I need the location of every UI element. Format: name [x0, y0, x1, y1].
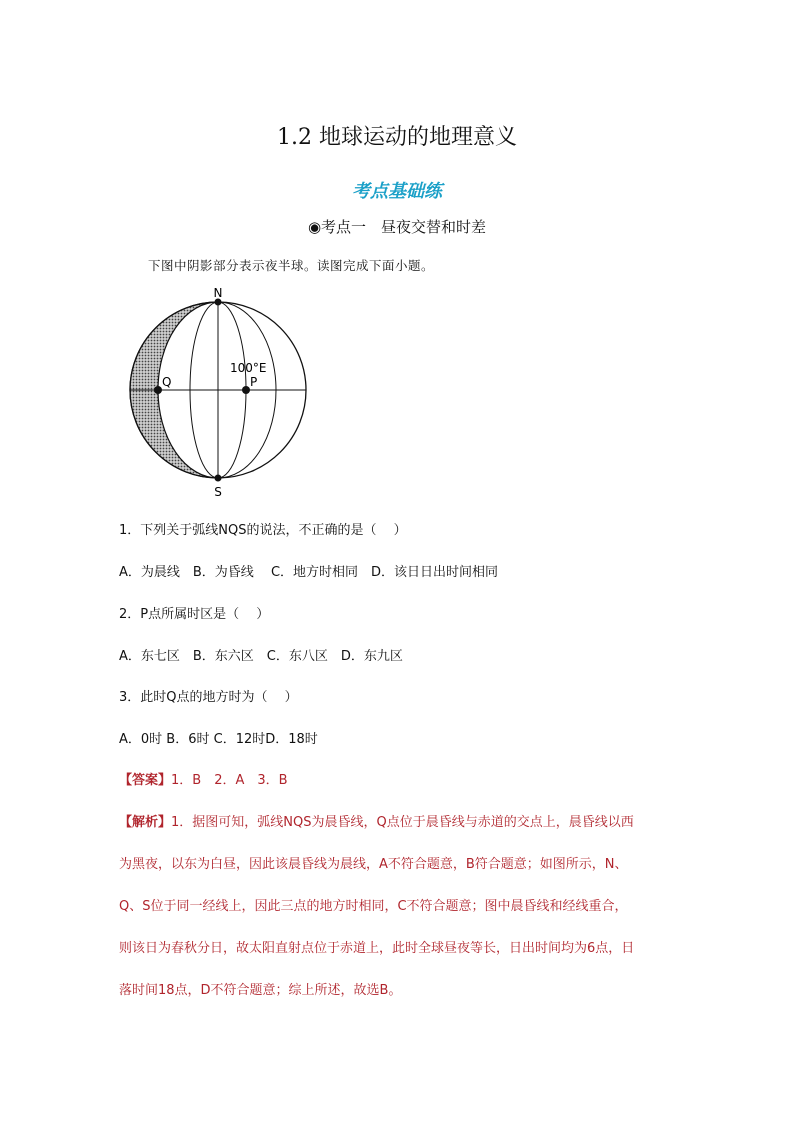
analysis-line: 落时间18点，D不符合题意；综上所述，故选B。	[119, 983, 402, 998]
question-2-stem: 2．P点所属时区是（ ）	[119, 607, 270, 622]
analysis-label: 【解析】	[119, 815, 172, 830]
answer-label: 【答案】	[119, 773, 172, 788]
analysis-line	[119, 811, 634, 830]
answer-line	[119, 769, 288, 788]
label-p: P	[250, 375, 258, 389]
question-intro: 下图中阴影部分表示夜半球。读图完成下面小题。	[148, 258, 435, 273]
point-s	[215, 475, 222, 482]
label-q: Q	[162, 375, 172, 389]
label-n: N	[213, 286, 223, 300]
topic-heading: ◉考点一 昼夜交替和时差	[307, 218, 487, 236]
section-heading: 考点基础练	[352, 181, 442, 202]
answer-text: 1．B 2．A 3．B	[171, 773, 288, 788]
page-title: 1.2 地球运动的地理意义	[277, 125, 517, 150]
analysis-line: 为黑夜，以东为白昼，因此该晨昏线为晨线，A不符合题意，B符合题意；如图所示，N、	[119, 857, 628, 872]
point-p	[242, 386, 250, 394]
question-3-stem: 3．此时Q点的地方时为（ ）	[119, 690, 298, 705]
question-2-options: A．东七区 B．东六区 C．东八区 D．东九区	[119, 649, 403, 664]
question-3-options: A．0时 B．6时 C．12时D．18时	[119, 732, 318, 747]
analysis-line: 则该日为春秋分日，故太阳直射点位于赤道上，此时全球昼夜等长，日出时间均为6点，日	[119, 941, 635, 956]
globe-figure	[120, 282, 320, 502]
analysis-line: Q、S位于同一经线上，因此三点的地方时相同，C不符合题意；图中晨昏线和经线重合，	[119, 899, 628, 914]
question-1-options: A．为晨线 B．为昏线 C．地方时相同 D．该日日出时间相同	[119, 565, 499, 580]
point-q	[154, 386, 162, 394]
label-longitude: 100°E	[230, 361, 267, 375]
analysis-text: 1．据图可知，弧线NQS为晨昏线，Q点位于晨昏线与赤道的交点上，晨昏线以西	[171, 815, 634, 830]
question-1-stem: 1．下列关于弧线NQS的说法，不正确的是（ ）	[119, 523, 407, 538]
label-s: S	[214, 485, 222, 499]
